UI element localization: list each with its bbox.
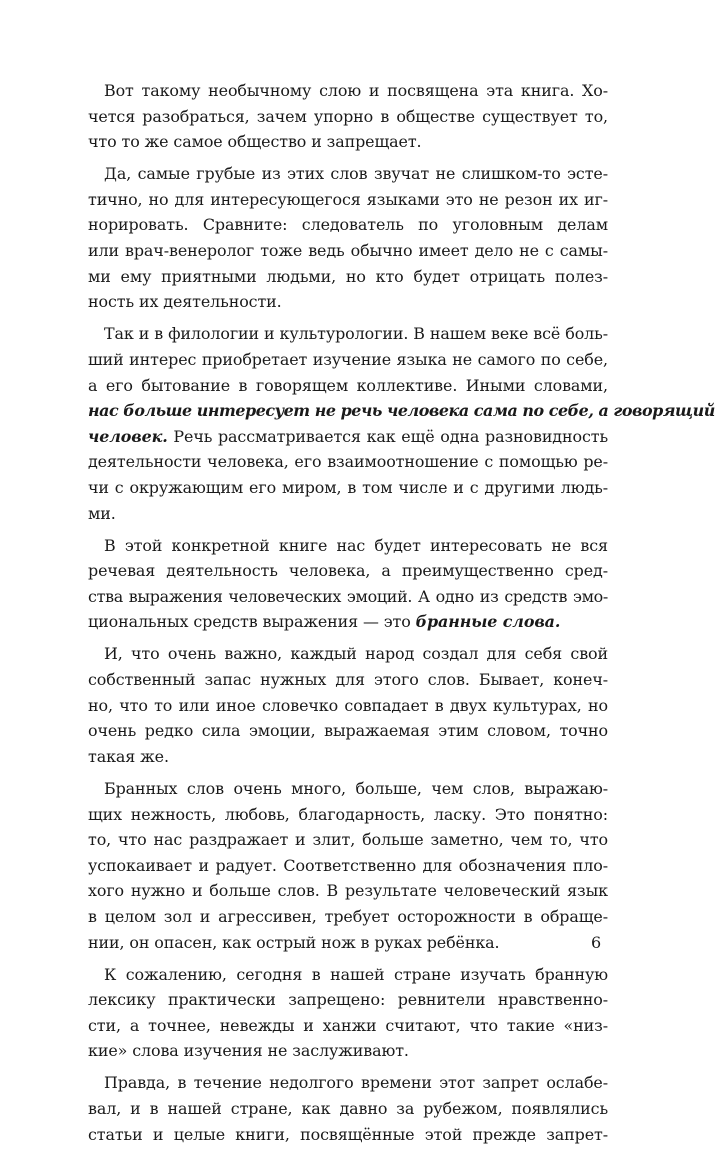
text-line: такая же. [88, 746, 169, 766]
text-line: лексику практически запрещено: ревнители нравственно- [88, 990, 608, 1010]
text-line: кие» слова изучения не заслуживают. [88, 1041, 409, 1061]
text-line: Правда, в течение недолгого времени этот запрет ослабе- [104, 1073, 608, 1093]
text-line: или врач-венеролог тоже ведь обычно имеет дело не с самы- [88, 241, 608, 261]
page-body [88, 78, 715, 1154]
text-line: Вот такому необычному слою и посвящена эта книга. Хо- [104, 81, 608, 100]
text-line: щих нежность, любовь, благодарность, ласку. Это понятно: [88, 804, 608, 824]
paragraph-1 [88, 78, 608, 155]
text-line: что то же самое общество и запрещает. [88, 132, 422, 152]
text-line: очень редко сила эмоции, выражаемая этим словом, точно [88, 721, 608, 741]
text-line: ший интерес приобретает изучение языка не самого по себе, [88, 349, 608, 369]
text-line: циональных средств выражения — это бранные слова. [88, 612, 561, 632]
text-line: Да, самые грубые из этих слов звучат не слишком-то эсте- [104, 164, 608, 184]
text-line: чи с окружающим его миром, в том числе и с другими людь- [88, 477, 608, 497]
text-line: норировать. Сравните: следователь по уголовным делам [88, 215, 608, 235]
paragraph-3 [88, 321, 715, 526]
paragraph-5 [88, 641, 608, 769]
paragraph-4 [88, 533, 608, 635]
paragraph-2 [88, 161, 608, 315]
emphasis-text: человек. [88, 426, 168, 446]
text-line: статьи и целые книги, посвящённые этой прежде запрет- [88, 1124, 608, 1144]
text-line: сти, а точнее, невежды и ханжи считают, что такие «низ- [88, 1015, 608, 1035]
text-line: Бранных слов очень много, больше, чем слов, выражаю- [104, 778, 608, 798]
text-line: речевая деятельность человека, а преимущественно сред- [88, 561, 608, 581]
text-line: а его бытование в говорящем коллективе. Иными словами, [88, 375, 608, 395]
text-line: хого нужно и больше слов. В результате человеческий язык [88, 881, 608, 901]
text-line: нии, он опасен, как острый нож в руках ребёнка. [88, 932, 500, 952]
text-line: то, что нас раздражает и злит, больше заметно, чем то, что [88, 830, 608, 850]
text-line: тично, но для интересующегося языками это не резон их иг- [88, 189, 608, 209]
text-line: человек. Речь рассматривается как ещё одна разновидность [88, 426, 608, 446]
text-line [88, 398, 715, 424]
text-line: В этой конкретной книге нас будет интересовать не вся [104, 535, 608, 555]
text-line: деятельности человека, его взаимоотношение с помощью ре- [88, 452, 608, 472]
text-line: успокаивает и радует. Соответственно для обозначения пло- [88, 855, 608, 875]
text-line: чется разобраться, зачем упорно в обществе существует то, [88, 106, 608, 126]
text-line: Так и в филологии и культурологии. В нашем веке всё боль- [104, 324, 608, 344]
text-line: ми. [88, 503, 116, 523]
text-line: И, что очень важно, каждый народ создал для себя свой [104, 644, 608, 664]
paragraph-6 [88, 776, 608, 955]
text-line: собственный запас нужных для этого слов. Бывает, конеч- [88, 670, 608, 690]
paragraph-7 [88, 962, 608, 1064]
text-line: ность их деятельности. [88, 292, 282, 312]
paragraph-8 [88, 1070, 608, 1147]
text-line: ства выражения человеческих эмоций. А одно из средств эмо- [88, 586, 608, 606]
page-number: 6 [591, 933, 602, 952]
text-line: ми ему приятными людьми, но кто будет отрицать полез- [88, 266, 608, 286]
text-line: но, что то или иное словечко совпадает в двух культурах, но [88, 695, 608, 715]
text-line: в целом зол и агрессивен, требует осторожности в обраще- [88, 906, 608, 926]
emphasis-text: нас больше интересует не речь человека сама по себе, а говорящий [88, 401, 715, 421]
emphasis-text: бранные слова. [415, 612, 561, 632]
text-line: К сожалению, сегодня в нашей стране изучать бранную [104, 964, 608, 984]
text-line: вал, и в нашей стране, как давно за рубежом, появлялись [88, 1099, 608, 1119]
